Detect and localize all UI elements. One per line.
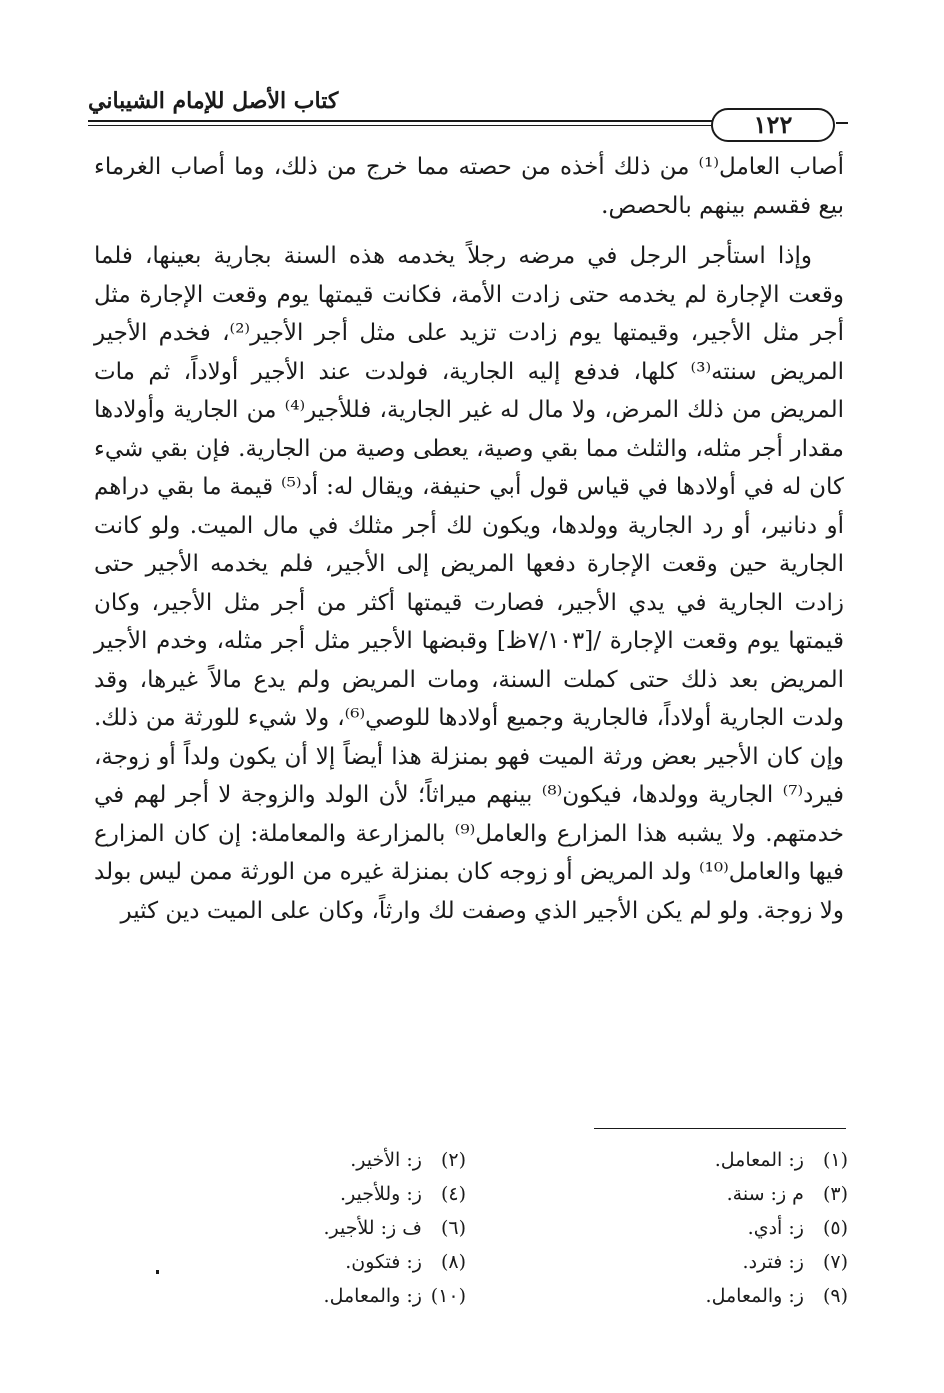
paragraph: وإذا استأجر الرجل في مرضه رجلاً يخدمه هذه السنة بجارية بعينها، فلما وقعت الإجارة لم يخدمه حتى زادت الأمة، فكانت قيمتها يوم وقعت الإجارة مثل أجر مثل الأجير، وقيمتها يوم زادت تزيد على مثل أجر الأجير⁽²⁾، فخدم الأجير المريض سنته⁽³⁾ كلها، فدفع إليه الجارية، فولدت عند الأجير أولاداً، ثم مات المريض من ذلك المرض، ولا مال له غير الجارية، فللأجير⁽⁴⁾ من الجارية وأولادها مقدار أجر مثله، والثلث مما بقي وصية، يعطى وصية من الجارية. فإن بقي شيء كان له في أولادها في قياس قول أبي حنيفة، ويقال له: أد⁽⁵⁾ قيمة ما بقي دراهم أو دنانير، أو رد الجارية وولدها، ويكون لك أجر مثلك في مال الميت. ولو كانت الجارية حين وقعت الإجارة دفعها المريض إلى الأجير، فلم يخدمه الأجير حتى زادت الجارية في يدي الأجير، فصارت قيمتها أكثر من أجر مثل الأجير، وكان قيمتها يوم وقعت الإجارة /[٧/١٠٣ظ] وقبضها الأجير مثل أجر مثله، وخدم الأجير المريض بعد ذلك حتى كملت السنة، ومات المريض ولم يدع مالاً غيرها، وقد ولدت الجارية أولاداً، فالجارية وجميع أولادها للوصي⁽⁶⁾، ولا شيء للورثة من ذلك. وإن كان الأجير بعض ورثة الميت فهو بمنزلة هذا أيضاً إلا أن يكون ولداً أو زوجة، فيرد⁽⁷⁾ الجارية وولدها، فيكون⁽⁸⁾ بينهم ميراثاً؛ لأن الولد والزوجة لا أجر لهم في خدمتهم. ولا يشبه هذا المزارع والعامل⁽⁹⁾ بالمزارعة والمعاملة: إن كان المزارع فيها والعامل⁽¹⁰⁾ ولد المريض أو زوجه كان بمنزلة غيره من الورثة ممن ليس بولد ولا زوجة. ولو لم يكن الأجير الذي وصفت لك وارثاً، وكان على الميت دين كثير bbox=[94, 243, 844, 924]
header-rule bbox=[88, 120, 733, 122]
footnote bbox=[216, 1143, 466, 1177]
footnote-separator bbox=[594, 1128, 846, 1129]
footnote-number: (٤) bbox=[440, 1183, 466, 1205]
footnote bbox=[518, 1177, 848, 1211]
footnote bbox=[216, 1245, 466, 1279]
footnotes-right-column bbox=[518, 1143, 848, 1313]
book-title: كتاب الأصل للإمام الشيباني bbox=[88, 88, 339, 114]
footnote bbox=[518, 1211, 848, 1245]
footnote-text: ز: الأخير. bbox=[350, 1149, 422, 1171]
footnote-number: (١٠) bbox=[430, 1285, 466, 1307]
header-rule-tail bbox=[836, 122, 848, 124]
print-speck bbox=[156, 1270, 159, 1274]
footnote bbox=[518, 1245, 848, 1279]
main-text bbox=[94, 148, 844, 930]
footnote bbox=[518, 1143, 848, 1177]
footnote-text: ز: فتكون. bbox=[345, 1251, 422, 1273]
footnote bbox=[216, 1211, 466, 1245]
header-rule-thin bbox=[88, 125, 733, 126]
footnote-text: ز: وللأجير. bbox=[340, 1183, 422, 1205]
footnote-text: ز: والمعامل. bbox=[323, 1285, 422, 1307]
footnote bbox=[518, 1279, 848, 1313]
footnote-text: ز: أدي. bbox=[747, 1217, 804, 1239]
footnote-number: (٣) bbox=[822, 1183, 848, 1205]
page-header bbox=[88, 76, 848, 139]
footnote-number: (٦) bbox=[440, 1217, 466, 1239]
footnote-number: (٢) bbox=[440, 1149, 466, 1171]
footnote-number: (١) bbox=[822, 1149, 848, 1171]
footnote-number: (٨) bbox=[440, 1251, 466, 1273]
footnote-text: ف ز: للأجير. bbox=[323, 1217, 422, 1239]
paragraph: أصاب العامل⁽¹⁾ من ذلك أخذه من حصته مما خرج من ذلك، وما أصاب الغرماء بيع فقسم بينهم بالحصص. bbox=[94, 154, 844, 219]
footnote-number: (٧) bbox=[822, 1251, 848, 1273]
footnote-number: (٥) bbox=[822, 1217, 848, 1239]
footnote bbox=[216, 1177, 466, 1211]
page-number: ١٢٢ bbox=[711, 108, 835, 142]
footnote-text: ز: فترد. bbox=[742, 1251, 804, 1273]
footnote-number: (٩) bbox=[822, 1285, 848, 1307]
footnotes-left-column bbox=[216, 1143, 466, 1313]
footnote bbox=[216, 1279, 466, 1313]
footnote-text: ز: المعامل. bbox=[714, 1149, 804, 1171]
footnote-text: ز: والمعامل. bbox=[705, 1285, 804, 1307]
footnote-text: م ز: سنة. bbox=[726, 1183, 804, 1205]
